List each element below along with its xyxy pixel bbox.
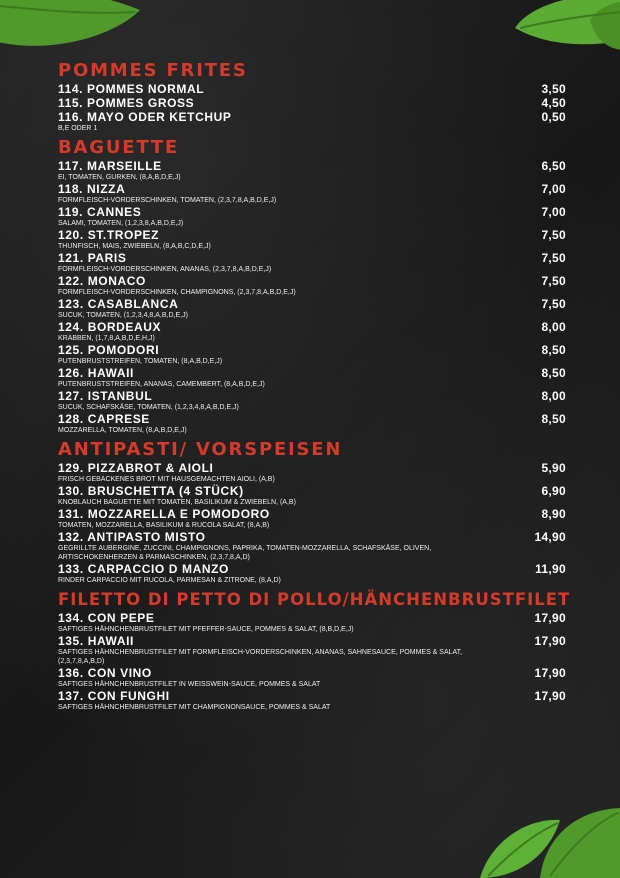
menu-item: [58, 251, 566, 274]
item-price: 6,50: [541, 159, 566, 173]
item-price: 7,00: [541, 182, 566, 196]
item-name: 134. CON PEPE: [58, 611, 155, 625]
item-price: 17,90: [534, 634, 566, 648]
item-price: 8,50: [541, 366, 566, 380]
menu-item: [58, 666, 566, 689]
item-price: 0,50: [541, 110, 566, 124]
item-price: 17,90: [534, 611, 566, 625]
menu-item: [58, 110, 566, 133]
menu-item: [58, 634, 566, 666]
item-description: FORMFLEISCH-VORDERSCHINKEN, ANANAS, (2,3,7,8,A,B,D,E,J): [58, 266, 272, 273]
section-baguette: [58, 137, 566, 435]
item-name: 119. CANNES: [58, 205, 142, 219]
menu-item: [58, 389, 566, 412]
item-description: SAFTIGES HÄHNCHENBRUSTFILET IN WEISSWEIN-SAUCE, POMMES & SALAT: [58, 681, 321, 688]
item-price: 17,90: [534, 666, 566, 680]
item-name: 114. POMMES NORMAL: [58, 82, 205, 96]
menu-item: [58, 689, 566, 712]
item-price: 11,90: [535, 562, 566, 576]
item-name: 129. PIZZABROT & AIOLI: [58, 461, 214, 475]
menu-item: [58, 297, 566, 320]
item-description: SALAMI, TOMATEN, (1,2,3,8,A,B,D,E,J): [58, 220, 184, 227]
item-name: 136. CON VINO: [58, 666, 152, 680]
item-price: 4,50: [541, 96, 566, 110]
item-name: 137. CON FUNGHI: [58, 689, 170, 703]
item-name: 125. POMODORI: [58, 343, 160, 357]
item-description: SAFTIGES HÄHNCHENBRUSTFILET MIT PFEFFER-SAUCE, POMMES & SALAT, (8,B,D,E,J): [58, 626, 354, 633]
item-price: 8,50: [541, 412, 566, 426]
item-price: 7,50: [541, 297, 566, 311]
item-name: 121. PARIS: [58, 251, 127, 265]
item-name: 132. ANTIPASTO MISTO: [58, 530, 206, 544]
section-title: POMMES FRITES: [58, 60, 248, 81]
menu-item: [58, 159, 566, 182]
section-antipasti: [58, 439, 566, 585]
item-description: FORMFLEISCH-VORDERSCHINKEN, TOMATEN, (2,3,7,8,A,B,D,E,J): [58, 197, 277, 204]
item-name: 127. ISTANBUL: [58, 389, 153, 403]
item-description: PUTENBRUSTSTREIFEN, TOMATEN, (8,A,B,D,E,J): [58, 358, 223, 365]
item-name: 118. NIZZA: [58, 182, 126, 196]
item-price: 8,00: [541, 320, 566, 334]
menu-item: [58, 507, 566, 530]
basil-leaf-bottom-right-icon: [480, 808, 620, 878]
item-name: 123. CASABLANCA: [58, 297, 179, 311]
item-description: SUCUK, TOMATEN, (1,2,3,4,8,A,B,D,E,J): [58, 312, 188, 319]
section-haenchenbrustfilet: [58, 589, 571, 712]
menu-item: [58, 530, 566, 562]
basil-leaf-top-left-icon: [0, 0, 150, 60]
item-price: 8,00: [541, 389, 566, 403]
item-price: 17,90: [534, 689, 566, 703]
item-price: 3,50: [541, 82, 566, 96]
item-name: 117. MARSEILLE: [58, 159, 162, 173]
item-name: 115. POMMES GROSS: [58, 96, 195, 110]
menu-item: [58, 562, 566, 585]
item-description: RINDER CARPACCIO MIT RUCOLA, PARMESAN & ZITRONE, (8,A,D): [58, 577, 281, 584]
item-description: SAFTIGES HÄHNCHENBRUSTFILET MIT FORMFLEISCH-VORDERSCHINKEN, ANANAS, SAHNESAUCE, POMMES & SALAT, (2,3,7,8,A,B,D): [58, 649, 463, 665]
item-price: 7,50: [541, 228, 566, 242]
menu-item: [58, 274, 566, 297]
menu-item: [58, 412, 566, 435]
menu-item: [58, 182, 566, 205]
item-description: SUCUK, SCHAFSKÄSE, TOMATEN, (1,2,3,4,8,A,B,D,E,J): [58, 404, 239, 411]
item-description: SAFTIGES HÄHNCHENBRUSTFILET MIT CHAMPIGNONSAUCE, POMMES & SALAT: [58, 704, 331, 711]
item-price: 8,90: [541, 507, 566, 521]
item-price: 7,50: [541, 274, 566, 288]
item-description: PUTENBRUSTSTREIFEN, ANANAS, CAMEMBERT, (8,A,B,D,E,J): [58, 381, 265, 388]
item-description: EI, TOMATEN, GURKEN, (8,A,B,D,E,J): [58, 174, 181, 181]
item-name: 116. MAYO ODER KETCHUP: [58, 110, 232, 124]
section-pommes-frites: [58, 60, 566, 133]
item-description: GEGRILLTE AUBERGINE, ZUCCINI, CHAMPIGNONS, PAPRIKA, TOMATEN-MOZZARELLA, SCHAFSKÄSE, OLIVEN, ARTISCHOKENHERZEN & PARMASCHINKEN, (2,3,7,8,A,D): [58, 545, 432, 561]
item-description: TOMATEN, MOZZARELLA, BASILIKUM & RUCOLA SALAT, (8,A,B): [58, 522, 270, 529]
item-name: 135. HAWAII: [58, 634, 134, 648]
item-price: 7,50: [541, 251, 566, 265]
item-name: 120. ST.TROPEZ: [58, 228, 160, 242]
menu-item: [58, 205, 566, 228]
item-name: 124. BORDEAUX: [58, 320, 162, 334]
menu-item: [58, 320, 566, 343]
item-description: THUNFISCH, MAIS, ZWIEBELN, (8,A,B,C,D,E,J): [58, 243, 211, 250]
item-description: MOZZARELLA, TOMATEN, (8,A,B,D,E,J): [58, 427, 187, 434]
item-name: 128. CAPRESE: [58, 412, 150, 426]
item-description: FRISCH GEBACKENES BROT MIT HAUSGEMACHTEN AIOLI, (A,B): [58, 476, 275, 483]
menu-item: [58, 96, 566, 110]
menu-item: [58, 366, 566, 389]
item-price: 7,00: [541, 205, 566, 219]
menu-content: [58, 60, 571, 716]
item-name: 133. CARPACCIO D MANZO: [58, 562, 229, 576]
section-title: FILETTO DI PETTO DI POLLO/HÄNCHENBRUSTFILET: [58, 590, 571, 609]
section-title: BAGUETTE: [58, 137, 180, 158]
item-description: KNOBLAUCH BAGUETTE MIT TOMATEN, BASILIKUM & ZWIEBELN, (A,B): [58, 499, 296, 506]
menu-item: [58, 461, 566, 484]
item-price: 6,90: [541, 484, 566, 498]
basil-leaf-top-right-icon: [505, 0, 620, 55]
item-name: 126. HAWAII: [58, 366, 134, 380]
menu-item: [58, 611, 566, 634]
item-description: B,E ODER 1: [58, 125, 98, 132]
menu-item: [58, 484, 566, 507]
item-name: 122. MONACO: [58, 274, 146, 288]
item-description: FORMFLEISCH-VORDERSCHINKEN, CHAMPIGNONS, (2,3,7,8,A,B,D,E,J): [58, 289, 296, 296]
menu-item: [58, 228, 566, 251]
item-description: KRABBEN, (1,7,8,A,B,D,E,H,J): [58, 335, 155, 342]
item-name: 130. BRUSCHETTA (4 STÜCK): [58, 484, 244, 498]
section-title: ANTIPASTI/ VORSPEISEN: [58, 439, 343, 460]
menu-item: [58, 82, 566, 96]
menu-item: [58, 343, 566, 366]
item-price: 14,90: [534, 530, 566, 544]
item-name: 131. MOZZARELLA E POMODORO: [58, 507, 270, 521]
item-price: 5,90: [541, 461, 566, 475]
item-price: 8,50: [541, 343, 566, 357]
